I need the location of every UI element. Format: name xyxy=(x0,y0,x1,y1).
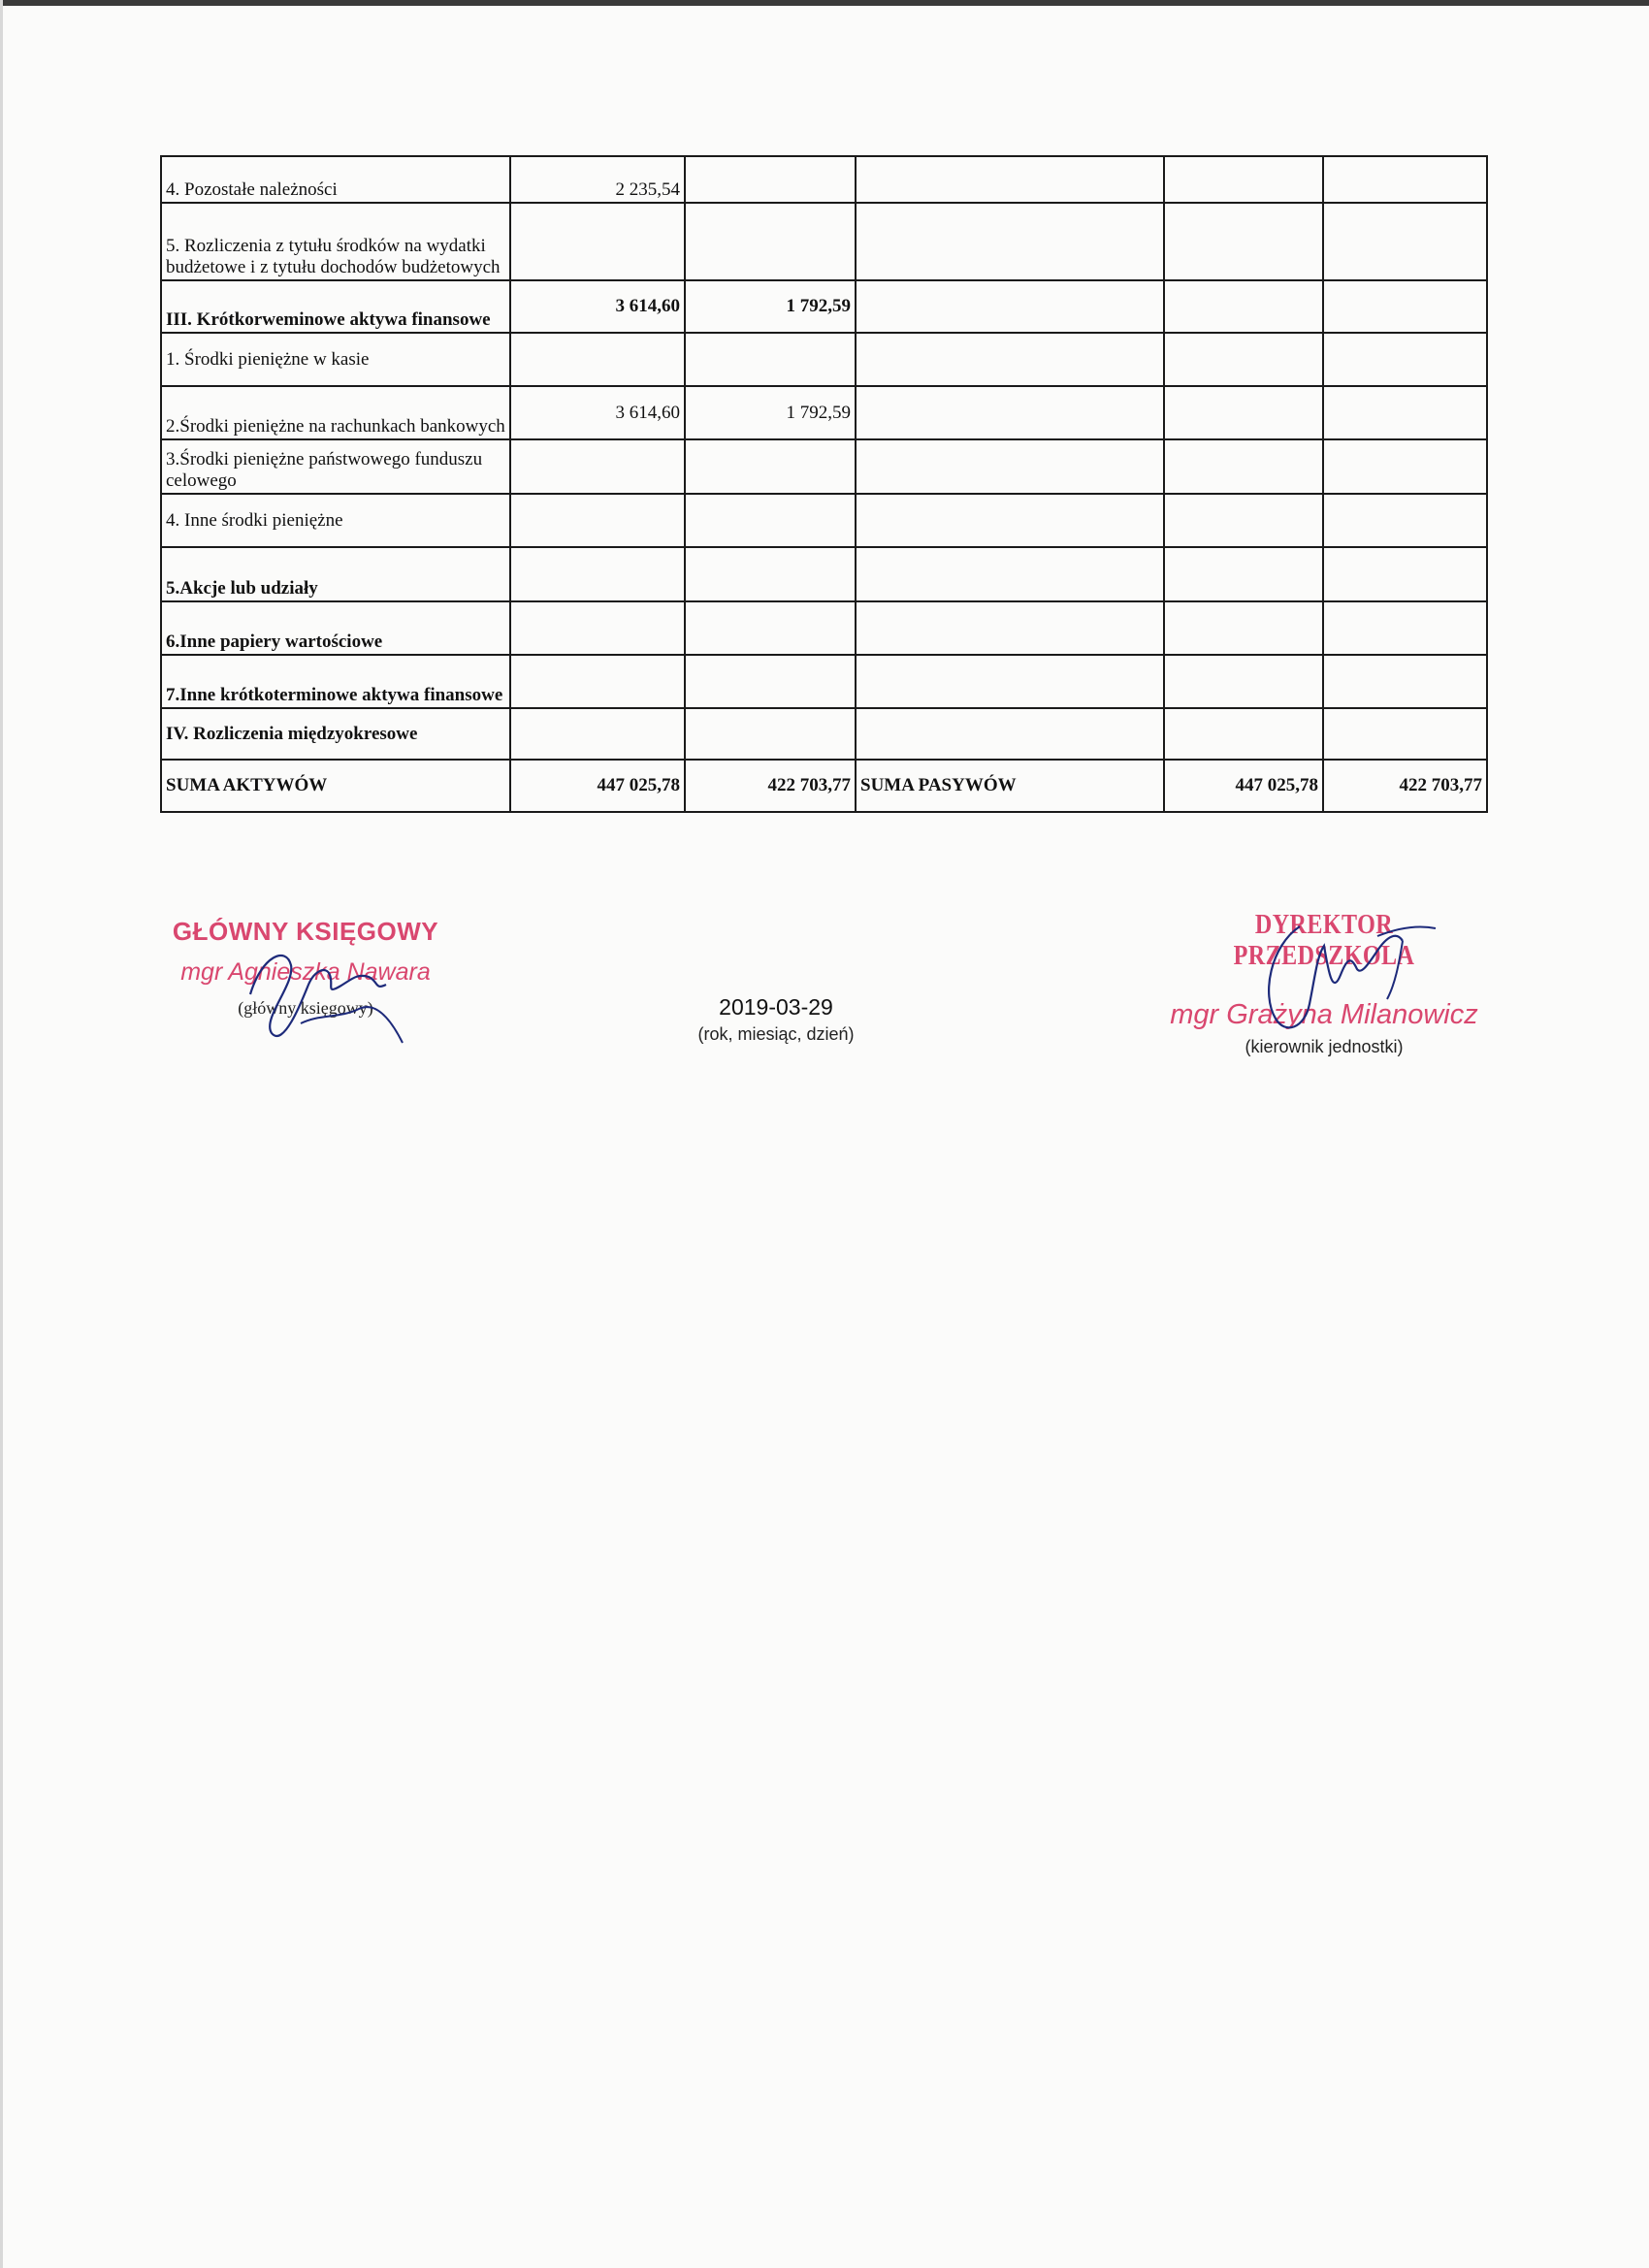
liability-label xyxy=(856,601,1164,655)
liability-previous xyxy=(1323,547,1487,601)
row-label: 7.Inne krótkoterminowe aktywa finansowe xyxy=(161,655,510,708)
director-stamp-title: DYREKTOR PRZEDSZKOLA xyxy=(1233,910,1415,971)
value-current: 3 614,60 xyxy=(510,386,685,439)
row-label: 6.Inne papiery wartościowe xyxy=(161,601,510,655)
balance-sheet-table xyxy=(160,155,1488,813)
accountant-stamp-title: GŁÓWNY KSIĘGOWY xyxy=(172,917,439,946)
value-current xyxy=(510,333,685,386)
table-row xyxy=(161,655,1487,708)
table-row xyxy=(161,494,1487,547)
liability-current xyxy=(1164,280,1323,333)
liability-current xyxy=(1164,203,1323,280)
table-row xyxy=(161,708,1487,760)
liability-current xyxy=(1164,547,1323,601)
liability-current xyxy=(1164,386,1323,439)
table-row xyxy=(161,439,1487,494)
row-label: 5.Akcje lub udziały xyxy=(161,547,510,601)
liability-previous xyxy=(1323,708,1487,760)
director-handwritten-signature xyxy=(1232,907,1465,1053)
liability-label xyxy=(856,547,1164,601)
liability-previous xyxy=(1323,655,1487,708)
value-previous xyxy=(685,333,856,386)
total-liabilities-previous: 422 703,77 xyxy=(1323,760,1487,812)
value-previous xyxy=(685,601,856,655)
total-liabilities-label: SUMA PASYWÓW xyxy=(856,760,1164,812)
liability-current xyxy=(1164,601,1323,655)
liability-current xyxy=(1164,494,1323,547)
value-current xyxy=(510,494,685,547)
liability-previous xyxy=(1323,156,1487,203)
value-previous xyxy=(685,156,856,203)
liability-current xyxy=(1164,708,1323,760)
liability-label xyxy=(856,333,1164,386)
date-block xyxy=(650,994,902,1045)
liability-current xyxy=(1164,655,1323,708)
value-previous: 1 792,59 xyxy=(685,280,856,333)
row-label: 4. Inne środki pieniężne xyxy=(161,494,510,547)
value-previous xyxy=(685,439,856,494)
value-current xyxy=(510,439,685,494)
scan-edge-left xyxy=(0,0,3,2268)
liability-label xyxy=(856,439,1164,494)
liability-label xyxy=(856,708,1164,760)
value-previous xyxy=(685,547,856,601)
total-assets-current: 447 025,78 xyxy=(510,760,685,812)
liability-previous xyxy=(1323,601,1487,655)
liability-label xyxy=(856,203,1164,280)
row-label: 5. Rozliczenia z tytułu środków na wydatki budżetowe i z tytułu dochodów budżetowych xyxy=(161,203,510,280)
row-label: III. Krótkorweminowe aktywa finansowe xyxy=(161,280,510,333)
value-previous xyxy=(685,655,856,708)
value-previous: 1 792,59 xyxy=(685,386,856,439)
liability-previous xyxy=(1323,439,1487,494)
total-assets-previous: 422 703,77 xyxy=(685,760,856,812)
total-assets-label: SUMA AKTYWÓW xyxy=(161,760,510,812)
row-label: 4. Pozostałe należności xyxy=(161,156,510,203)
table-row xyxy=(161,156,1487,203)
row-label: 3.Środki pieniężne państwowego funduszu celowego xyxy=(161,439,510,494)
accountant-caption: (główny księgowy) xyxy=(238,998,373,1018)
date-caption: (rok, miesiąc, dzień) xyxy=(697,1024,855,1044)
value-current xyxy=(510,203,685,280)
director-caption: (kierownik jednostki) xyxy=(1245,1037,1404,1056)
scan-edge-top xyxy=(0,0,1649,6)
row-label: 1. Środki pieniężne w kasie xyxy=(161,333,510,386)
totals-row xyxy=(161,760,1487,812)
liability-current xyxy=(1164,156,1323,203)
value-current xyxy=(510,547,685,601)
value-current xyxy=(510,655,685,708)
liability-current xyxy=(1164,439,1323,494)
value-current xyxy=(510,601,685,655)
liability-label xyxy=(856,386,1164,439)
liability-label xyxy=(856,280,1164,333)
liability-previous xyxy=(1323,494,1487,547)
liability-current xyxy=(1164,333,1323,386)
table-row xyxy=(161,333,1487,386)
table-row xyxy=(161,203,1487,280)
liability-label xyxy=(856,494,1164,547)
liability-previous xyxy=(1323,280,1487,333)
row-label: 2.Środki pieniężne na rachunkach bankowych xyxy=(161,386,510,439)
liability-previous xyxy=(1323,386,1487,439)
liability-label xyxy=(856,655,1164,708)
report-date: 2019-03-29 xyxy=(719,994,833,1020)
accountant-handwritten-signature xyxy=(233,926,427,1062)
value-previous xyxy=(685,494,856,547)
liability-previous xyxy=(1323,333,1487,386)
director-stamp-name: mgr Grażyna Milanowicz xyxy=(1170,999,1478,1030)
table-row xyxy=(161,547,1487,601)
value-previous xyxy=(685,708,856,760)
table-row xyxy=(161,280,1487,333)
accountant-stamp-name: mgr Agnieszka Nawara xyxy=(180,958,431,986)
row-label: IV. Rozliczenia międzyokresowe xyxy=(161,708,510,760)
total-liabilities-current: 447 025,78 xyxy=(1164,760,1323,812)
table-row xyxy=(161,601,1487,655)
value-current: 2 235,54 xyxy=(510,156,685,203)
liability-previous xyxy=(1323,203,1487,280)
liability-label xyxy=(856,156,1164,203)
value-current xyxy=(510,708,685,760)
value-previous xyxy=(685,203,856,280)
value-current: 3 614,60 xyxy=(510,280,685,333)
table-row xyxy=(161,386,1487,439)
